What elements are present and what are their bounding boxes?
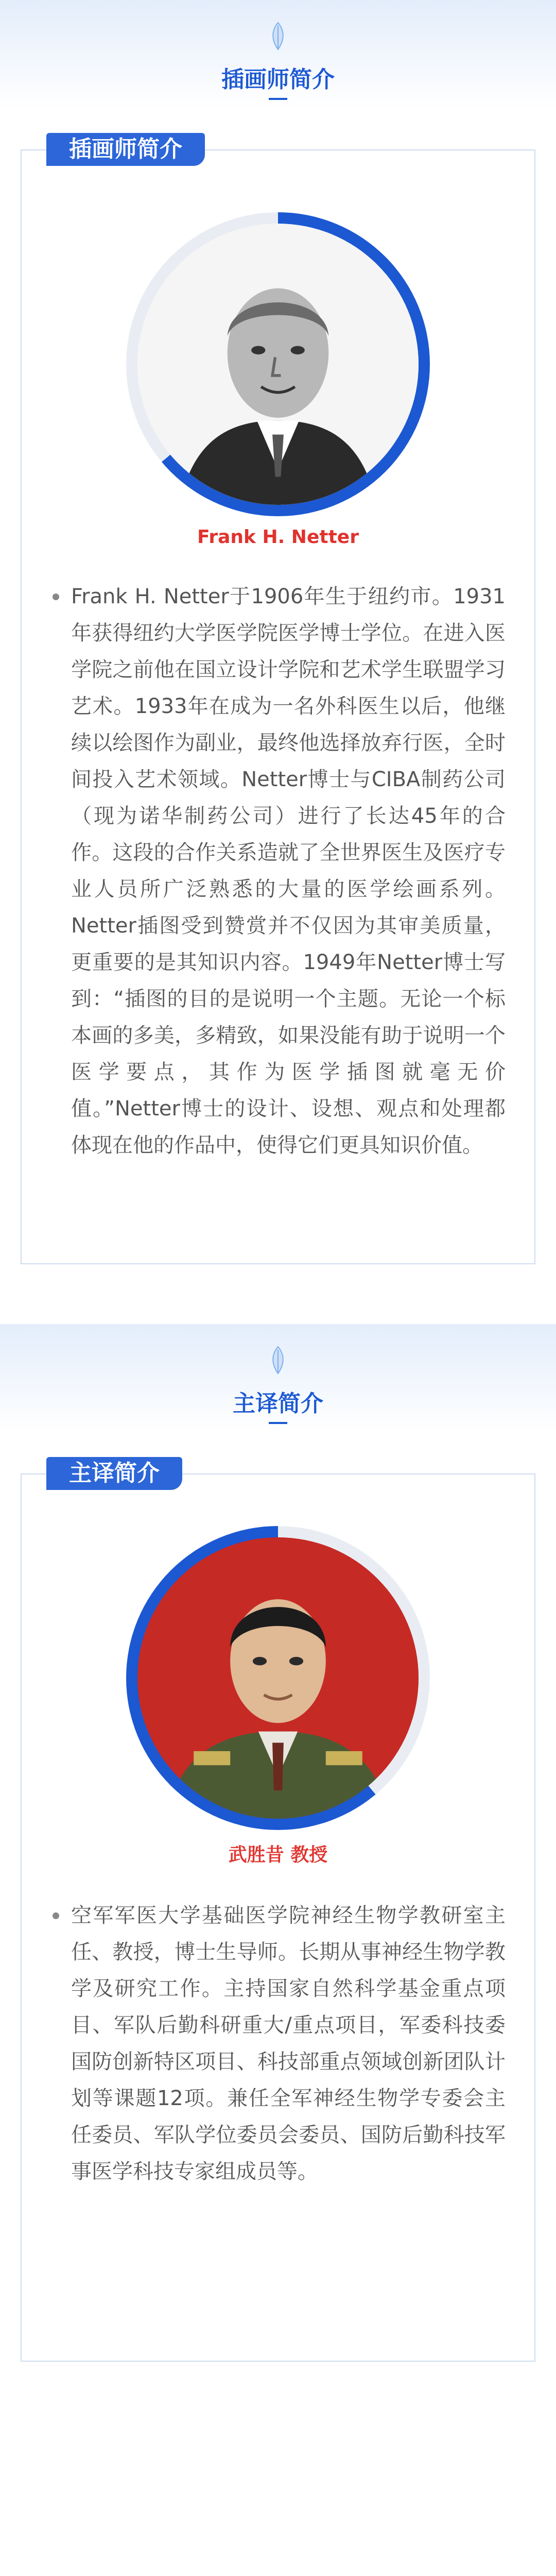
- title-underline: [269, 1422, 287, 1424]
- card-badge: 插画师简介: [46, 133, 205, 166]
- bullet-dot: [53, 594, 59, 600]
- title-underline: [269, 98, 287, 100]
- bullet-dot: [53, 1912, 59, 1919]
- translator-section: [0, 1324, 556, 2362]
- portrait: [126, 212, 430, 516]
- section-title: 插画师简介: [221, 66, 335, 93]
- portrait-caption: Frank H. Netter: [197, 527, 359, 548]
- portrait-photo: [137, 224, 419, 505]
- leaf-icon: [262, 1344, 294, 1377]
- portrait-caption: 武胜昔 教授: [228, 1844, 328, 1866]
- section-header: [0, 0, 556, 108]
- portrait: [126, 1526, 430, 1830]
- section-title: 主译简介: [233, 1391, 323, 1417]
- card-badge: 主译简介: [46, 1457, 182, 1490]
- translator-card: [21, 1460, 535, 2362]
- illustrator-card: [21, 136, 535, 1264]
- bio-text: [22, 579, 534, 1164]
- leaf-icon: [262, 20, 294, 53]
- section-header: [0, 1324, 556, 1432]
- illustrator-section: [0, 0, 556, 1264]
- bio-paragraph: Frank H. Netter于1906年生于纽约市。1931年获得纽约大学医学院医学博士学位。在进入医学院之前他在国立设计学院和艺术学生联盟学习艺术。1933年在成为一名外科医生以后，他继续以绘图作为副业，最终他选择放弃行医，全时间投入艺术领域。Netter博士与CIBA制药公司（现为诺华制药公司）进行了长达45年的合作。这段的合作关系造就了全世界医生及医疗专业人员所广泛熟悉的大量的医学绘画系列。Netter插图受到赞赏并不仅因为其审美质量，更重要的是其知识内容。1949年Netter博士写到：“插图的目的是说明一个主题。无论一个标本画的多美，多精致，如果没能有助于说明一个医学要点，其作为医学插图就毫无价值。”Netter博士的设计、设想、观点和处理都体现在他的作品中，使得它们更具知识价值。: [71, 585, 506, 1157]
- portrait-photo: [137, 1537, 419, 1819]
- bio-paragraph: 空军军医大学基础医学院神经生物学教研室主任、教授，博士生导师。长期从事神经生物学教学及研究工作。主持国家自然科学基金重点项目、军队后勤科研重大/重点项目，军委科技委国防创新特区项目、科技部重点领域创新团队计划等课题12项。兼任全军神经生物学专委会主任委员、军队学位委员会委员、国防后勤科技军事医学科技专家组成员等。: [71, 1904, 506, 2183]
- bio-text: [22, 1897, 534, 2190]
